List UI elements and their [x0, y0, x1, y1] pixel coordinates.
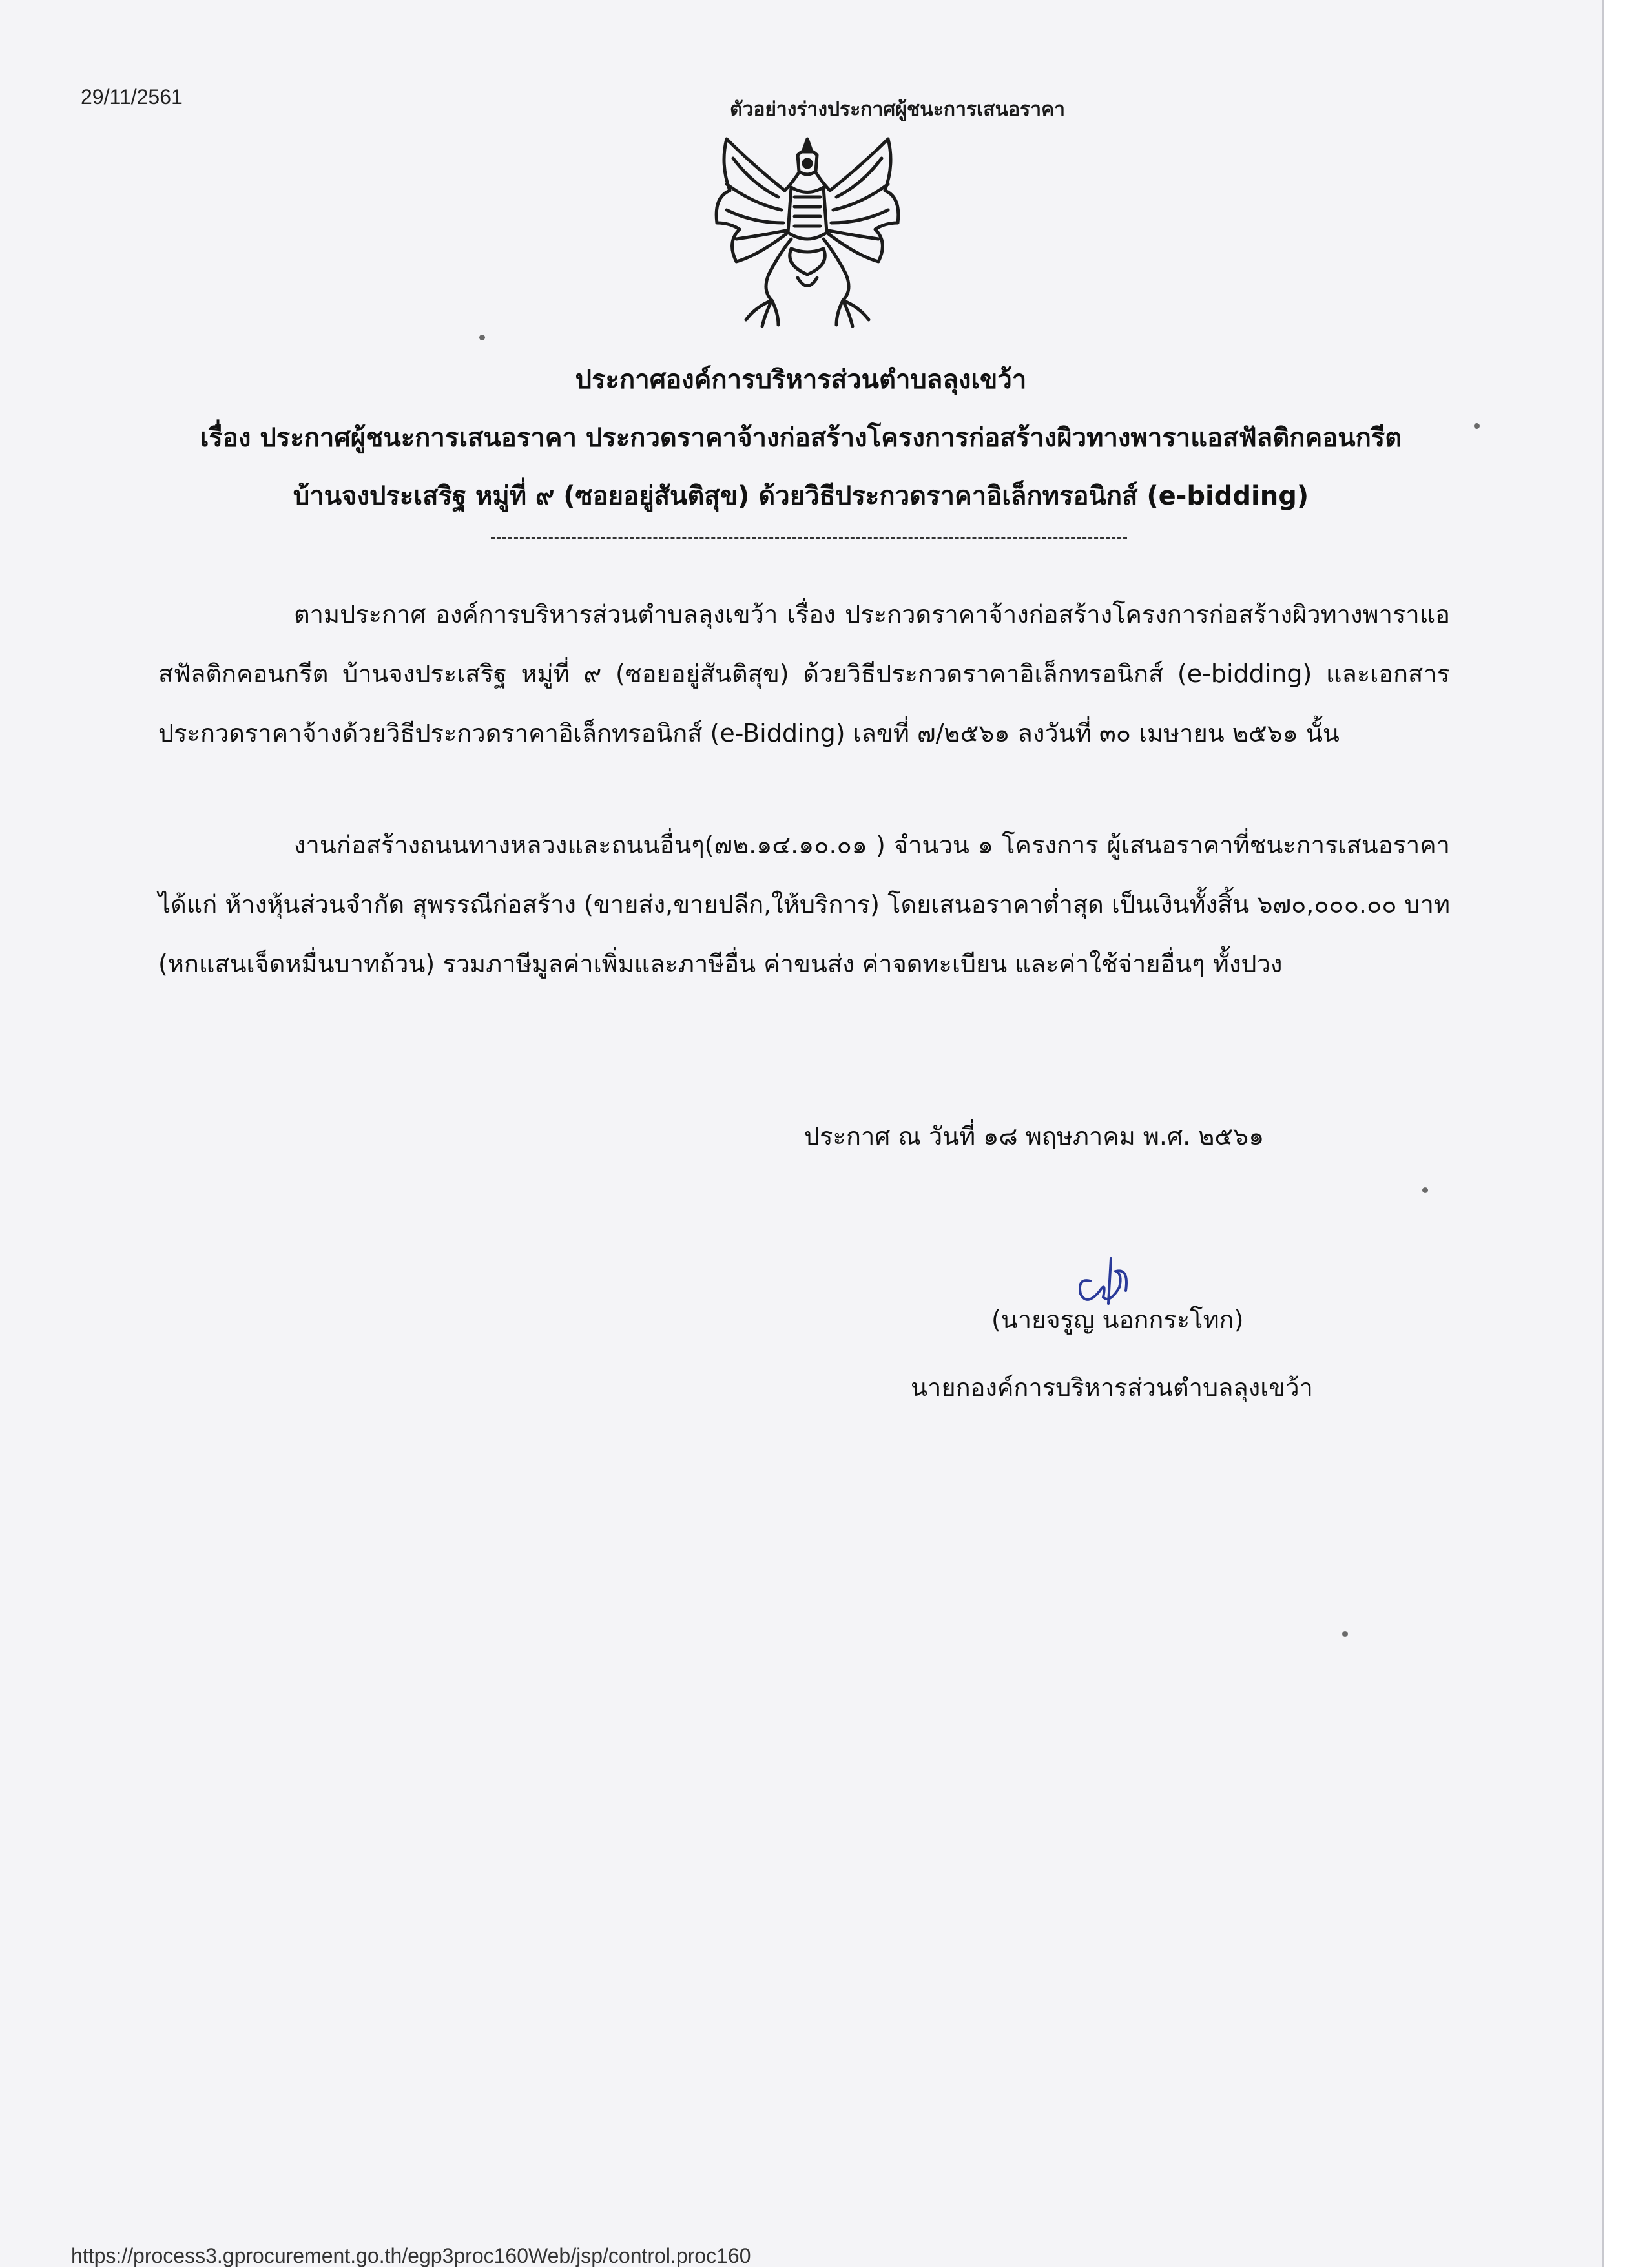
- scan-speck: [1342, 1631, 1348, 1637]
- dashed-divider: [491, 537, 1127, 539]
- subject-line-2: บ้านจงประเสริฐ หมู่ที่ ๙ (ซอยอยู่สันติสุข) ด้วยวิธีประกวดราคาอิเล็กทรอนิกส์ (e-bidding): [293, 481, 1309, 511]
- scan-speck: [479, 335, 485, 340]
- body-paragraph-2: งานก่อสร้างถนนทางหลวงและถนนอื่นๆ(๗๒.๑๔.๑๐.๐๑ ) จำนวน ๑ โครงการ ผู้เสนอราคาที่ชนะการเสนอราคา ได้แก่ ห้างหุ้นส่วนจำกัด สุพรรณีก่อสร้าง (ขายส่ง,ขายปลีก,ให้บริการ) โดยเสนอราคาต่ำสุด เป็นเงินทั้งสิ้น ๖๗๐,๐๐๐.๐๐ บาท (หกแสนเจ็ดหมื่นบาทถ้วน) รวมภาษีมูลค่าเพิ่มและภาษีอื่น ค่าขนส่ง ค่าจดทะเบียน และค่าใช้จ่ายอื่นๆ ทั้งปวง: [158, 831, 1450, 978]
- announcement-date: ประกาศ ณ วันที่ ๑๘ พฤษภาคม พ.ศ. ๒๕๖๑: [804, 1122, 1265, 1150]
- scan-speck: [1422, 1187, 1428, 1193]
- signer-title: นายกองค์การบริหารส่วนตำบลลุงเขว้า: [911, 1373, 1313, 1402]
- scan-speck: [1474, 423, 1480, 429]
- garuda-emblem-icon: [701, 126, 914, 333]
- document-heading: ประกาศองค์การบริหารส่วนตำบลลุงเขว้า: [575, 365, 1027, 395]
- body-paragraph-1: ตามประกาศ องค์การบริหารส่วนตำบลลุงเขว้า เรื่อง ประกวดราคาจ้างก่อสร้างโครงการก่อสร้างผิวทางพาราแอสฟัลติกคอนกรีต บ้านจงประเสริฐ หมู่ที่ ๙ (ซอยอยู่สันติสุข) ด้วยวิธีประกวดราคาอิเล็กทรอนิกส์ (e-bidding) และเอกสารประกวดราคาจ้างด้วยวิธีประกวดราคาอิเล็กทรอนิกส์ (e-Bidding) เลขที่ ๗/๒๕๖๑ ลงวันที่ ๓๐ เมษายน ๒๕๖๑ นั้น: [158, 600, 1450, 747]
- print-date: 29/11/2561: [81, 85, 183, 109]
- footer-url: https://process3.gprocurement.go.th/egp3proc160Web/jsp/control.proc160: [71, 2244, 751, 2267]
- signer-name: (นายจรูญ นอกกระโทก): [991, 1306, 1244, 1334]
- scanner-margin: [1602, 0, 1647, 2267]
- subject-line-1: เรื่อง ประกาศผู้ชนะการเสนอราคา ประกวดราคาจ้างก่อสร้างโครงการก่อสร้างผิวทางพาราแอสฟัลติกคอนกรีต: [200, 423, 1402, 453]
- draft-label: ตัวอย่างร่างประกาศผู้ชนะการเสนอราคา: [730, 98, 1065, 121]
